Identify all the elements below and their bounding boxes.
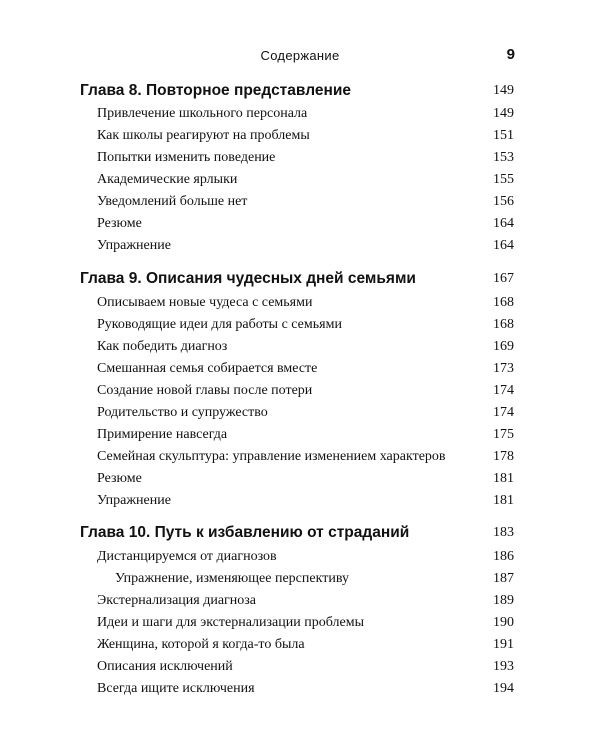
chapter-heading (80, 524, 514, 548)
entry-title: Упражнение, изменяющее перспективу (115, 571, 349, 586)
entry-page: 181 (493, 493, 514, 508)
toc-entry (80, 361, 514, 381)
chapter-title: Глава 10. Путь к избавлению от страданий (80, 524, 410, 541)
toc-entry (80, 427, 514, 447)
running-title: Содержание (260, 48, 340, 63)
chapter-page: 149 (493, 83, 514, 98)
toc-subentry (80, 571, 514, 591)
chapter-heading (80, 82, 514, 106)
entry-title: Семейная скульптура: управление изменением характеров (97, 449, 446, 464)
toc-entry (80, 593, 514, 613)
toc-entry (80, 317, 514, 337)
entry-page: 155 (493, 172, 514, 187)
entry-page: 153 (493, 150, 514, 165)
toc-entry (80, 493, 514, 513)
entry-title: Привлечение школьного персонала (97, 106, 308, 121)
toc-entry (80, 449, 514, 469)
running-head (0, 48, 600, 68)
entry-page: 174 (493, 405, 514, 420)
chapter-page: 183 (493, 525, 514, 540)
entry-page: 173 (493, 361, 514, 376)
toc-entry (80, 150, 514, 170)
toc-entry (80, 405, 514, 425)
entry-title: Попытки изменить поведение (97, 150, 276, 165)
entry-page: 190 (493, 615, 514, 630)
entry-title: Описываем новые чудеса с семьями (97, 295, 313, 310)
entry-page: 168 (493, 295, 514, 310)
entry-title: Создание новой главы после потери (97, 383, 313, 398)
page-number: 9 (506, 46, 515, 63)
entry-page: 178 (493, 449, 514, 464)
entry-title: Академические ярлыки (97, 172, 238, 187)
entry-page: 156 (493, 194, 514, 209)
toc-entry (80, 659, 514, 679)
toc-entry (80, 615, 514, 635)
entry-page: 181 (493, 471, 514, 486)
toc-entry (80, 128, 514, 148)
chapter-heading (80, 270, 514, 294)
entry-page: 151 (493, 128, 514, 143)
entry-page: 186 (493, 549, 514, 564)
entry-page: 187 (493, 571, 514, 586)
entry-title: Резюме (97, 216, 142, 231)
entry-title: Родительство и супружество (97, 405, 268, 420)
entry-title: Как школы реагируют на проблемы (97, 128, 310, 143)
entry-title: Смешанная семья собирается вместе (97, 361, 318, 376)
entry-page: 168 (493, 317, 514, 332)
chapter-page: 167 (493, 271, 514, 286)
entry-page: 191 (493, 637, 514, 652)
entry-page: 149 (493, 106, 514, 121)
entry-page: 164 (493, 238, 514, 253)
toc-entry (80, 383, 514, 403)
entry-page: 169 (493, 339, 514, 354)
toc-entry (80, 549, 514, 569)
toc-entry (80, 295, 514, 315)
chapter-title: Глава 8. Повторное представление (80, 82, 351, 99)
toc-entry (80, 216, 514, 236)
entry-title: Примирение навсегда (97, 427, 228, 442)
entry-page: 194 (493, 681, 514, 696)
entry-title: Упражнение (97, 493, 171, 508)
toc-entry (80, 172, 514, 192)
entry-title: Всегда ищите исключения (97, 681, 255, 696)
entry-page: 174 (493, 383, 514, 398)
entry-page: 189 (493, 593, 514, 608)
entry-title: Дистанцируемся от диагнозов (97, 549, 277, 564)
chapter-title: Глава 9. Описания чудесных дней семьями (80, 270, 416, 287)
entry-title: Уведомлений больше нет (97, 194, 248, 209)
toc-entry (80, 194, 514, 214)
toc-entry (80, 339, 514, 359)
toc-entry (80, 637, 514, 657)
toc-entry (80, 106, 514, 126)
entry-title: Руководящие идеи для работы с семьями (97, 317, 342, 332)
toc-entry (80, 471, 514, 491)
entry-title: Как победить диагноз (97, 339, 228, 354)
entry-page: 193 (493, 659, 514, 674)
entry-title: Упражнение (97, 238, 171, 253)
entry-title: Резюме (97, 471, 142, 486)
entry-title: Экстернализация диагноза (97, 593, 257, 608)
entry-title: Идеи и шаги для экстернализации проблемы (97, 615, 364, 630)
entry-title: Описания исключений (97, 659, 233, 674)
entry-page: 164 (493, 216, 514, 231)
entry-title: Женщина, которой я когда-то была (97, 637, 305, 652)
entry-page: 175 (493, 427, 514, 442)
toc-entry (80, 238, 514, 258)
toc-entry (80, 681, 514, 701)
